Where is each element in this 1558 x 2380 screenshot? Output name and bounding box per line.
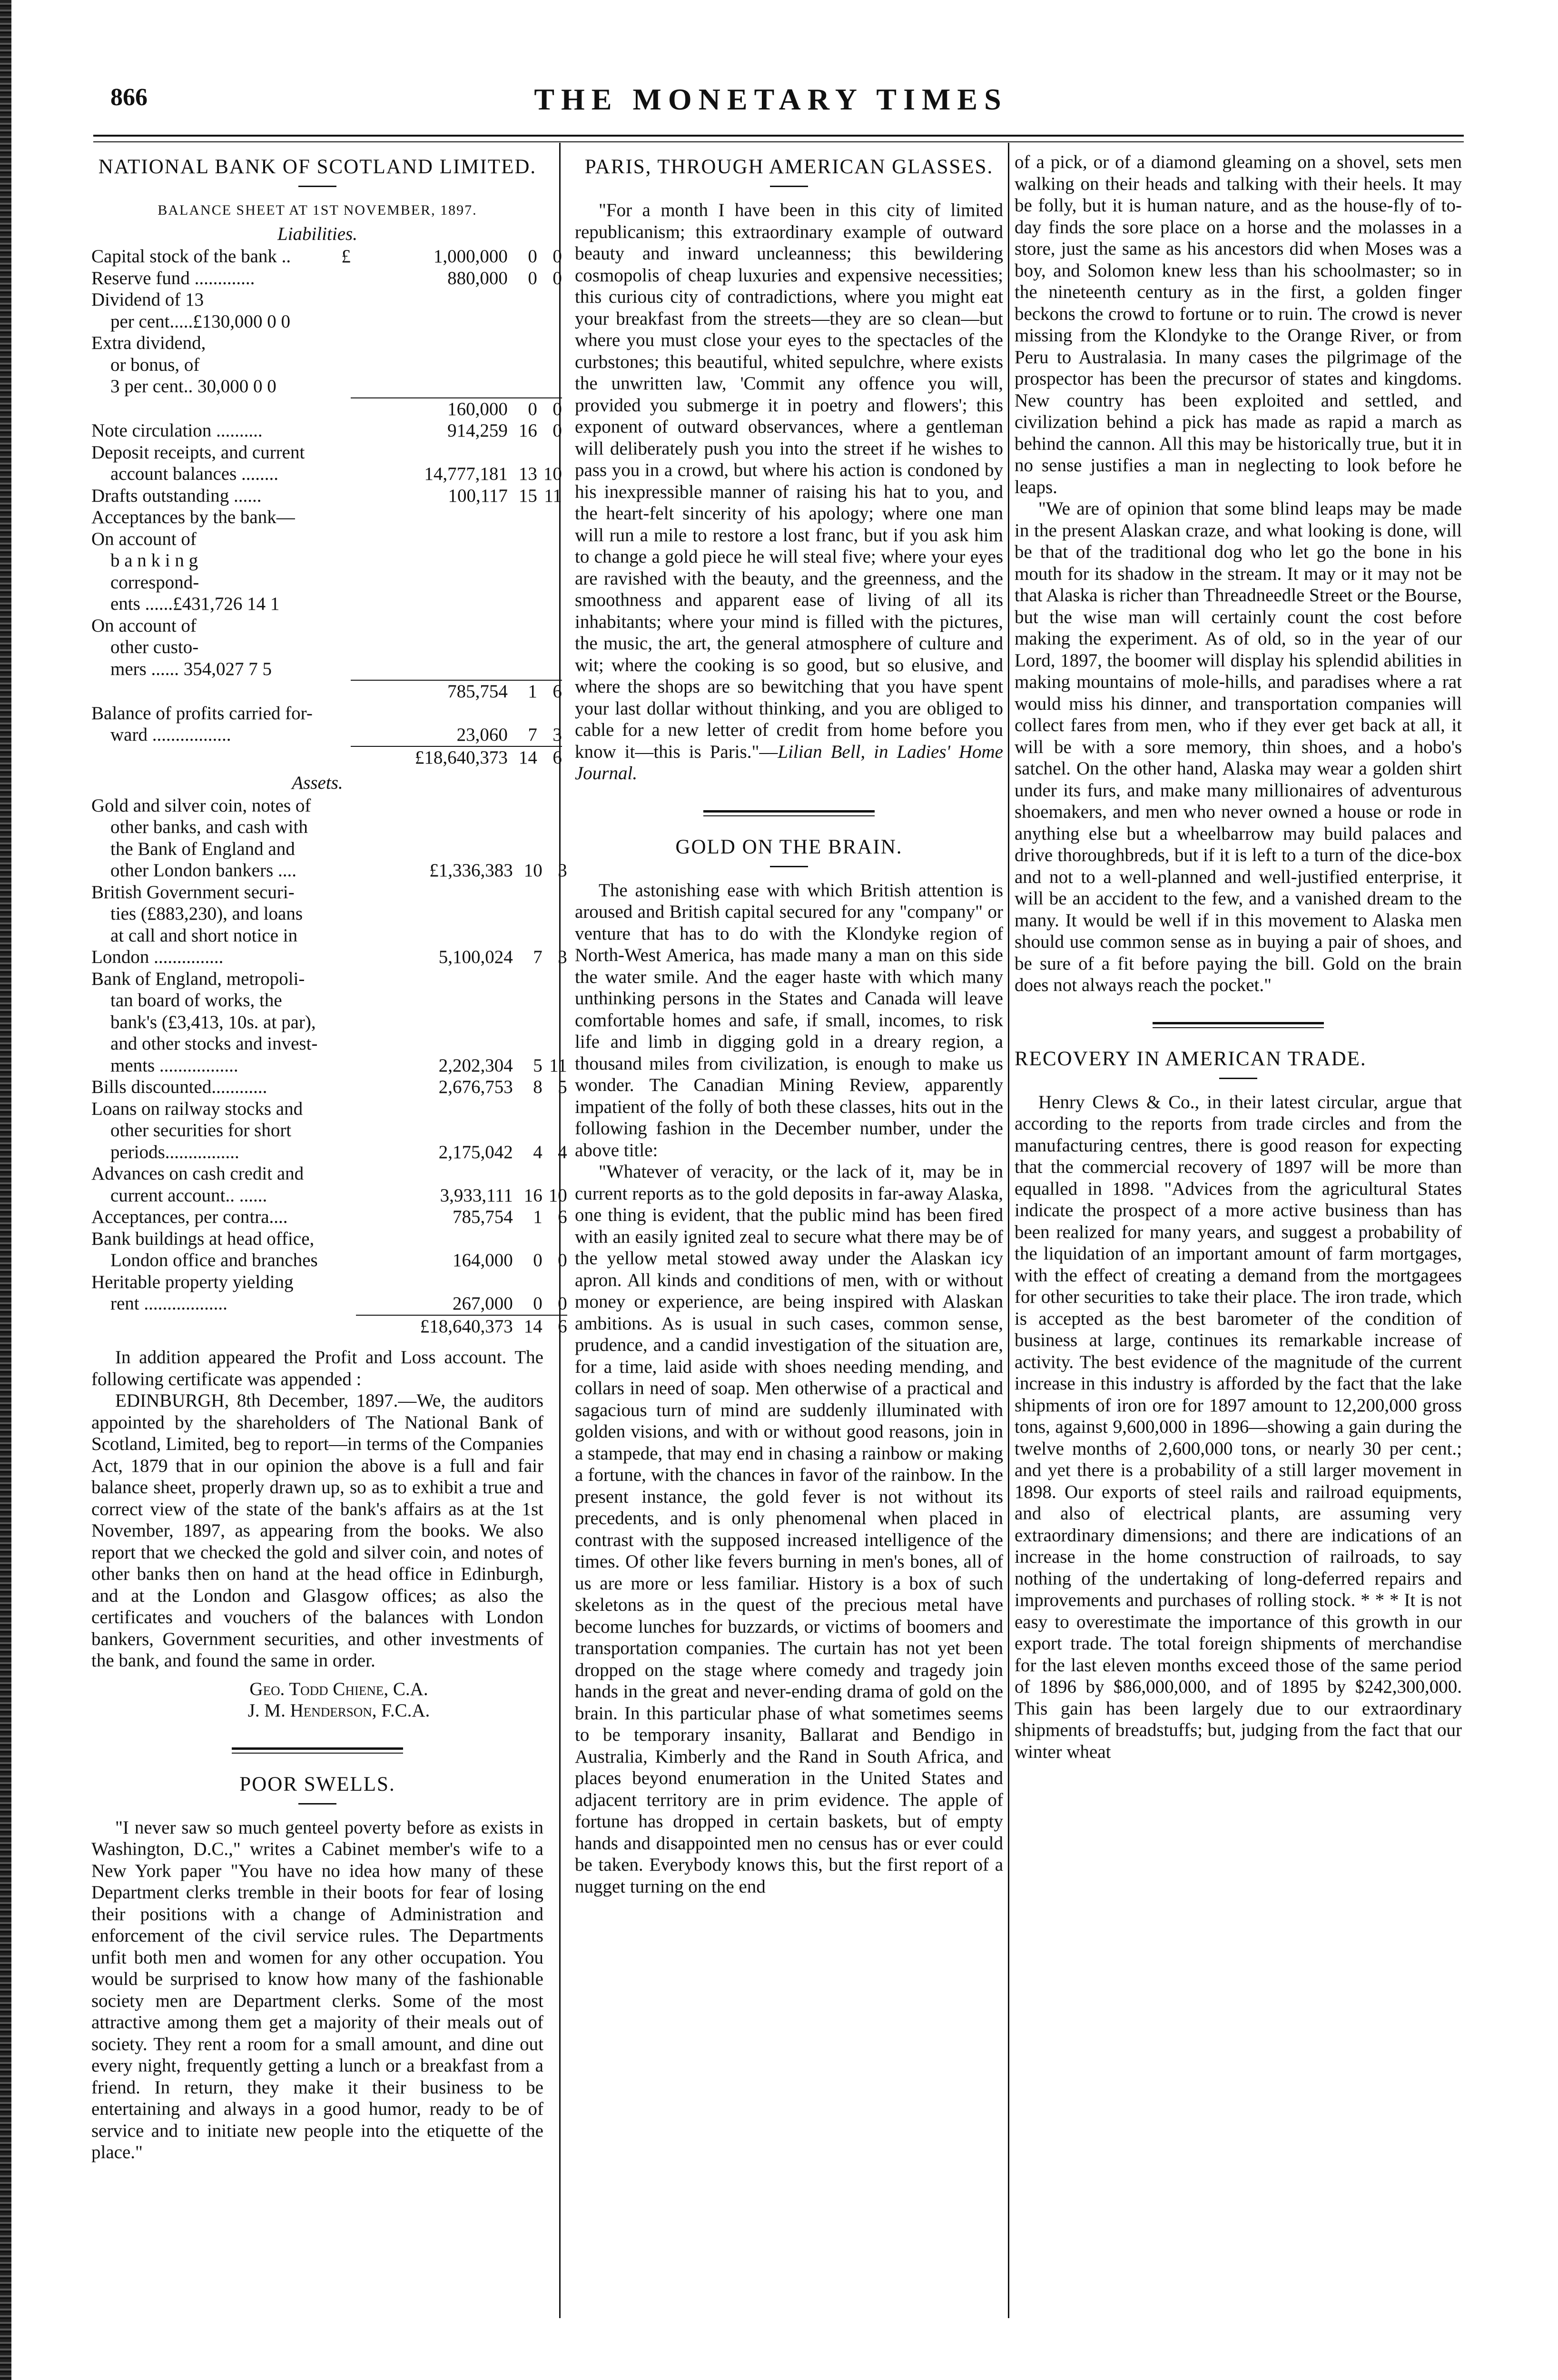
ledger-amount (351, 354, 508, 376)
ledger-label: Acceptances, per contra.... (91, 1207, 288, 1227)
ledger-label (91, 746, 313, 769)
paris-credit: Lilian Bell, in Ladies' Home Journal. (575, 741, 1003, 783)
signature-2: J. M. Henderson, F.C.A. (247, 1700, 430, 1721)
ledger-shillings (508, 289, 537, 311)
ledger-label: Bills discounted............ (91, 1077, 267, 1097)
ledger-shillings (508, 354, 537, 376)
ledger-currency (313, 397, 351, 420)
ledger-amount (356, 882, 513, 903)
ledger-amount (351, 332, 508, 354)
ledger-label: On account of (91, 615, 197, 636)
short-rule (1219, 1078, 1257, 1079)
ledger-shillings: 15 (518, 485, 537, 506)
ledger-shillings: 1 (533, 1207, 542, 1227)
ledger-pence: 3 (558, 860, 567, 881)
ledger-label: the Bank of England and (110, 838, 295, 859)
ledger-label: Bank of England, metropoli- (91, 968, 305, 989)
ledger-currency (318, 860, 356, 882)
ledger-pence (542, 1120, 567, 1141)
ledger-label: On account of (91, 528, 197, 549)
ledger-currency (313, 332, 351, 354)
ledger-shillings: 8 (533, 1077, 542, 1097)
ledger-label: Capital stock of the bank .. (91, 246, 291, 267)
ledger-shillings: 0 (528, 246, 537, 267)
ledger-pence (542, 1228, 567, 1250)
ledger-shillings (508, 550, 537, 572)
ledger-shillings (513, 838, 542, 860)
ledger-amount (351, 376, 508, 397)
poor-swells-text: "I never saw so much genteel poverty before as exists in Washington, D.C.," writes a Cabinet member's wife to a New York paper "You have no idea how many of these Department clerks tremble in their boots for fear of losing their positions with a change of Administration and enforcement of the civil service rules. The Departments unfit both men and women for any other occupation. You would be surprised to know how many of the fashionable society men are Department clerks. Some of the most attractive among them get a majority of their meals out of society. They rent a room for a small amount, and dine out every night, frequently getting a lunch or a breakfast from a friend. In return, they make it their business to be entertaining and always in a good humor, ready to be of service and to initiate new people into the etiquette of the place." (91, 1817, 543, 2162)
ledger-label: British Government securi- (91, 882, 295, 902)
section-separator (1153, 1022, 1324, 1028)
ledger-currency (313, 703, 351, 724)
ledger-pence (542, 925, 567, 947)
ledger-label: other securities for short (110, 1120, 292, 1140)
ledger-shillings (513, 903, 542, 925)
ledger-pence: 0 (552, 268, 562, 288)
ledger-pence: 4 (558, 1141, 567, 1162)
ledger-amount (351, 311, 508, 333)
column-3 (1015, 151, 1462, 2317)
ledger-shillings: 13 (518, 464, 537, 484)
ledger-label: London ............... (91, 947, 224, 967)
ledger-currency (318, 1033, 356, 1055)
ledger-amount: 267,000 (452, 1293, 513, 1314)
recovery-heading: RECOVERY IN AMERICAN TRADE. (1015, 1047, 1367, 1070)
balance-sheet-subheading: BALANCE SHEET AT 1ST NOVEMBER, 1897. (158, 202, 477, 218)
ledger-amount (356, 968, 513, 990)
ledger-amount (356, 1120, 513, 1141)
ledger-shillings: 14 (508, 746, 537, 769)
ledger-currency (318, 1228, 356, 1250)
ledger-label: Deposit receipts, and current (91, 442, 305, 463)
ledger-label: Heritable property yielding (91, 1271, 294, 1292)
ledger-currency (318, 1206, 356, 1228)
ledger-currency (313, 572, 351, 594)
ledger-currency (318, 1141, 356, 1163)
ledger-label: other London bankers .... (110, 860, 296, 881)
ledger-amount: 5,100,024 (438, 947, 513, 967)
header-rule (93, 135, 1464, 142)
ledger-label: London office and branches (110, 1250, 318, 1270)
paris-text (575, 199, 1003, 784)
ledger-label: at call and short notice in (110, 925, 298, 946)
ledger-shillings: 16 (523, 1185, 542, 1206)
ledger-shillings (513, 882, 542, 903)
ledger-currency (318, 1163, 356, 1185)
ledger-shillings: 4 (533, 1141, 542, 1162)
ledger-pence (542, 882, 567, 903)
ledger-shillings (508, 572, 537, 594)
ledger-pence (542, 1098, 567, 1120)
ledger-shillings (508, 615, 537, 637)
ledger-pence (537, 376, 562, 397)
ledger-pence (537, 289, 562, 311)
ledger-amount (356, 1163, 513, 1185)
ledger-pence (542, 838, 567, 860)
ledger-amount: 164,000 (452, 1250, 513, 1270)
ledger-amount: 14,777,181 (424, 464, 508, 484)
ledger-amount: 100,117 (448, 485, 508, 506)
ledger-pence: 0 (537, 397, 562, 420)
ledger-amount (351, 528, 508, 550)
ledger-label: account balances ........ (110, 464, 279, 484)
paris-heading: PARIS, THROUGH AMERICAN GLASSES. (584, 156, 994, 178)
ledger-shillings (513, 925, 542, 947)
ledger-pence: 0 (552, 246, 562, 267)
ledger-pence: 6 (542, 1315, 567, 1338)
ledger-pence (537, 572, 562, 594)
ledger-amount: £18,640,373 (351, 746, 508, 769)
ledger-pence: 10 (543, 464, 562, 484)
ledger-shillings (508, 593, 537, 615)
ledger-shillings (513, 1163, 542, 1185)
ledger-label: 3 per cent.. 30,000 0 0 (110, 376, 276, 397)
ledger-amount: £1,336,383 (429, 860, 513, 881)
ledger-pence (537, 593, 562, 615)
ledger-shillings (513, 1271, 542, 1293)
ledger-currency (313, 636, 351, 658)
ledger-currency (313, 420, 351, 442)
ledger-amount: 880,000 (447, 268, 508, 288)
ledger-currency (318, 1250, 356, 1271)
ledger-pence (542, 816, 567, 838)
ledger-shillings (513, 1012, 542, 1033)
ledger-shillings (508, 442, 537, 464)
ledger-currency (313, 658, 351, 680)
ledger-currency (318, 925, 356, 947)
ledger-label: Acceptances by the bank— (91, 507, 295, 527)
ledger-amount: £18,640,373 (356, 1315, 513, 1338)
ledger-label: Reserve fund ............. (91, 268, 255, 288)
ledger-pence: 3 (558, 947, 567, 967)
ledger-amount: 23,060 (456, 724, 508, 745)
ledger-currency (318, 1076, 356, 1098)
gold-paragraph-1: The astonishing ease with which British attention is aroused and British capital secured for any "company" or venture that has to do with the Klondyke region of North-West America, has made many a man on this side the water smile. And the eager haste with which many unthinking persons in the States and Canada will leave comfortable homes and safe, if small, incomes, to risk life and limb in digging gold in a dreary region, a thousand miles from civilization, is enough to make us wonder. The Canadian Mining Review, apparently impatient of the folly of both these classes, hits out in the following fashion in the December number, under the above title: (575, 880, 1003, 1160)
ledger-pence: 0 (558, 1293, 567, 1314)
ledger-amount (356, 1271, 513, 1293)
ledger-shillings (513, 816, 542, 838)
ledger-amount: 160,000 (351, 397, 508, 420)
ledger-amount (351, 615, 508, 637)
ledger-label: Balance of profits carried for- (91, 703, 313, 724)
masthead: THE MONETARY TIMES (534, 82, 1008, 116)
ledger-label: b a n k i n g (110, 550, 198, 571)
ledger-shillings (508, 332, 537, 354)
ledger-amount (351, 703, 508, 724)
ledger-amount (351, 289, 508, 311)
section-separator (703, 810, 875, 816)
signature-1: Geo. Todd Chiene, C.A. (249, 1678, 428, 1699)
ledger-currency (318, 903, 356, 925)
ledger-label: Gold and silver coin, notes of (91, 795, 311, 816)
ledger-currency (318, 968, 356, 990)
ledger-amount (356, 795, 513, 817)
ledger-amount (356, 1033, 513, 1055)
ledger-label: mers ...... 354,027 7 5 (110, 658, 272, 679)
ledger-pence: 11 (549, 1055, 567, 1076)
ledger-shillings (513, 1098, 542, 1120)
ledger-currency (313, 593, 351, 615)
ledger-pence (537, 550, 562, 572)
ledger-label: Dividend of 13 (91, 289, 204, 310)
page-number: 866 (110, 84, 148, 111)
ledger-currency (313, 615, 351, 637)
ledger-amount (351, 636, 508, 658)
ledger-currency (313, 680, 351, 703)
ledger-label: current account.. ...... (110, 1185, 267, 1206)
short-rule (298, 1803, 336, 1805)
ledger-currency (313, 354, 351, 376)
ledger-currency (313, 463, 351, 485)
ledger-pence (537, 442, 562, 464)
ledger-pence (542, 903, 567, 925)
ledger-amount: 2,175,042 (438, 1141, 513, 1162)
ledger-amount: 2,676,753 (438, 1077, 513, 1097)
ledger-pence (537, 658, 562, 680)
ledger-label (91, 680, 313, 703)
ledger-pence: 5 (558, 1077, 567, 1097)
ledger-label: Drafts outstanding ...... (91, 485, 262, 506)
ledger-pence: 6 (537, 680, 562, 703)
ledger-shillings: 1 (508, 680, 537, 703)
ledger-label: or bonus, of (110, 354, 200, 375)
ledger-currency (318, 1120, 356, 1141)
recovery-text: Henry Clews & Co., in their latest circular, argue that according to the reports from trade circles and from the manufacturing centres, there is good reason for expecting that the commercial recovery of 1897 will be more than equalled in 1898. "Advices from the agricultural States indicate the prospect of a more active business than has been realized for many years, and suggest a probability of the liquidation of an important amount of farm mortgages, with the effect of creating a demand from the mortgagees for other securities to take their place. The iron trade, which is accepted as the best barometer of the condition of business at large, continues its remarkable increase of activity. The best evidence of the magnitude of the current increase in this industry is afforded by the fact that the lake shipments of iron ore for 1897 amount to 12,200,000 gross tons, against 9,600,000 in 1896—showing a gain during the twelve months of 2,600,000 tons, or nearly 30 per cent.; and yet there is a probability of a still larger movement in 1898. Our exports of steel rails and railroad equipments, and also of electrical plants, are assuming very extraordinary dimensions; and there are indications of an increase in the home construction of railroads, to say nothing of the undertaking of long-deferred repairs and improvements and purchases of rolling stock. * * * It is not easy to overestimate the importance of this growth in our export trade. The total foreign shipments of merchandise for the last eleven months exceed those of the same period of 1896 by $86,000,000, and of 1895 by $242,300,000. This gain has been largely due to our extraordinary shipments of breadstuffs; but, judging from the fact that our winter wheat (1015, 1091, 1462, 1762)
ledger-pence (542, 1163, 567, 1185)
ledger-amount: 914,259 (447, 420, 508, 441)
ledger-currency (313, 289, 351, 311)
ledger-currency (313, 485, 351, 507)
ledger-pence (537, 528, 562, 550)
ledger-currency (318, 1012, 356, 1033)
liabilities-heading: Liabilities. (277, 223, 357, 244)
paris-quote: "For a month I have been in this city of limited republicanism; this extraordinary example of outward beauty and inward uncleanness; this bewildering cosmopolis of cheap luxuries and expensive necessities; this curious city of contradictions, where you might eat your breakfast from the streets—they are so clean—but where you must close your eyes to the spectacles of the curbstones; this beautiful, whited sepulchre, where exists the unwritten law, 'Commit any offence you will, provided you submerge it in poetry and flowers'; this exponent of outward observances, where a gentleman will deliberately push you into the street if he wishes to pass you in a crowd, but where his action is condoned by his inexpressible manner of raising his hat to you, and the heart-felt sincerity of his apology; where one man will run a mile to restore a lost franc, but if you ask him to change a gold piece he will steal five; where your eyes are ravished with the beauty, and the greenness, and the smoothness and apparent ease of living of all its inhabitants; where your mind is filled with the pictures, the music, the art, the general atmosphere of culture and wit; where the cooking is so good, but so elusive, and where the shops are so bewitching that you have spent your last dollar without thinking, and you are obliged to cable for a new letter of credit from home before you know it—this is Paris."— (575, 200, 1003, 762)
ledger-pence (542, 990, 567, 1012)
ledger-label: ward ................. (110, 724, 231, 745)
ledger-pence (542, 795, 567, 817)
ledger-amount (356, 990, 513, 1012)
ledger-label: Advances on cash credit and (91, 1163, 304, 1184)
ledger-pence: 10 (548, 1185, 567, 1206)
ledger-pence: 11 (544, 485, 562, 506)
gold-paragraph-4: "We are of opinion that some blind leaps may be made in the present Alaskan craze, and what looking is done, will be that of the traditional dog who let go the bone in his mouth for its shadow in the stream. It may or it may not be that Alaska is richer than Threadneedle Street or the Bourse, but the wise man will certainly count the cost before making the experiment. As of old, so in the year of our Lord, 1897, the boomer will display his splendid abilities in making mountains of mole-hills, and paradises where a rat would miss his dinner, and transportation companies will collect fares from men, who if they ever get back at all, it will be with a sore memory, thin shoes, and a hobo's satchel. On the other hand, Alaska may wear a golden shirt under its furs, and make many millionaires of adventurous shoemakers, and men who never owned a house or rode in anything else but a wheelbarrow may build palaces and drive thoroughbreds, but if it is left to a turn of the dice-box and not to a well-planned and well-justified enterprise, it will be an accident to the few, and a vanished dream to the many. It would be well if in this movement to Alaska men should use common sense as in buying a pair of shoes, and be sure of a fit before paying the bill. Gold on the brain does not always reach the pocket." (1015, 498, 1462, 995)
gold-paragraph-3: of a pick, or of a diamond gleaming on a shovel, sets men walking on their heads and talking with their heels. It may be folly, but it is human nature, and as the house-fly of to-day finds the sore place on a horse and the molasses in a store, just the same as his ancestors did when Moses was a boy, and Solomon knew less than his schoolmaster; so in the nineteenth century as in the first, a golden finger beckons the crowd to fortune or to ruin. The crowd is never missing from the Klondyke to the Orange River, or from Peru to Australasia. In many cases the pilgrimage of the prospector has been the precursor of states and kingdoms. New country has been exploited and settled, and civilization behind a pick has made as rapid a march as behind the cannon. All this may be historically true, but it in no sense justifies a man in neglecting to look before he leaps. (1015, 152, 1462, 497)
short-rule (770, 866, 808, 867)
ledger-currency (318, 1293, 356, 1315)
ledger-currency (318, 990, 356, 1012)
ledger-currency (313, 528, 351, 550)
ledger-label: other custo- (110, 637, 199, 657)
ledger-shillings (513, 795, 542, 817)
assets-heading: Assets. (292, 773, 343, 793)
ledger-shillings: 0 (533, 1293, 542, 1314)
ledger-amount: 785,754 (452, 1207, 513, 1227)
ledger-shillings: 5 (533, 1055, 542, 1076)
bank-heading: NATIONAL BANK OF SCOTLAND LIMITED. (98, 156, 537, 178)
ledger-pence (542, 968, 567, 990)
ledger-pence (537, 506, 562, 528)
ledger-currency (313, 442, 351, 464)
ledger-currency (318, 838, 356, 860)
ledger-label: other banks, and cash with (110, 817, 308, 837)
ledger-label: periods................ (110, 1141, 239, 1162)
ledger-label: Note circulation .......... (91, 420, 263, 441)
binding-edge (0, 0, 11, 2380)
ledger-currency: £ (341, 246, 351, 267)
ledger-amount: 1,000,000 (433, 246, 508, 267)
ledger-pence (537, 703, 562, 724)
ledger-currency (313, 311, 351, 333)
ledger-amount (351, 506, 508, 528)
ledger-pence (537, 332, 562, 354)
ledger-shillings (513, 1033, 542, 1055)
ledger-shillings (513, 968, 542, 990)
ledger-currency (318, 1055, 356, 1077)
ledger-shillings: 0 (528, 268, 537, 288)
ledger-currency (318, 1098, 356, 1120)
ledger-currency (318, 946, 356, 968)
ledger-label: rent .................. (110, 1293, 227, 1314)
ledger-amount (356, 903, 513, 925)
ledger-label (91, 1315, 318, 1338)
gold-heading: GOLD ON THE BRAIN. (675, 835, 903, 858)
ledger-currency (313, 746, 351, 769)
ledger-currency (313, 268, 351, 289)
ledger-shillings (508, 703, 537, 724)
short-rule (770, 186, 808, 187)
ledger-amount (356, 1098, 513, 1120)
ledger-pence (537, 311, 562, 333)
ledger-pence: 3 (552, 724, 562, 745)
ledger-label: per cent.....£130,000 0 0 (110, 311, 291, 332)
ledger-currency (313, 724, 351, 746)
ledger-amount (351, 550, 508, 572)
ledger-shillings: 16 (518, 420, 537, 441)
ledger-pence (542, 1271, 567, 1293)
ledger-label: correspond- (110, 572, 199, 593)
ledger-pence: 0 (552, 420, 562, 441)
ledger-label: Extra dividend, (91, 333, 206, 353)
ledger-shillings (508, 528, 537, 550)
ledger-shillings (508, 376, 537, 397)
ledger-currency (318, 1315, 356, 1338)
ledger-currency (318, 1271, 356, 1293)
column-2 (575, 151, 1003, 2317)
ledger-pence: 0 (558, 1250, 567, 1270)
ledger-amount (351, 442, 508, 464)
column-1 (91, 151, 567, 2317)
ledger-amount (356, 816, 513, 838)
ledger-shillings: 0 (533, 1250, 542, 1270)
ledger-pence (537, 615, 562, 637)
ledger-amount (356, 1228, 513, 1250)
ledger-pence (537, 636, 562, 658)
ledger-label: tan board of works, the (110, 990, 282, 1011)
ledger-shillings (513, 990, 542, 1012)
column-rule-2 (1008, 143, 1009, 2318)
short-rule (298, 186, 336, 187)
ledger-pence (537, 354, 562, 376)
ledger-label: ties (£883,230), and loans (110, 903, 303, 924)
assets-table (91, 795, 567, 1338)
ledger-amount (351, 593, 508, 615)
ledger-currency (313, 550, 351, 572)
ledger-shillings (508, 506, 537, 528)
ledger-shillings: 14 (513, 1315, 542, 1338)
auditor-certificate: EDINBURGH, 8th December, 1897.—We, the auditors appointed by the shareholders of The National Bank of Scotland, Limited, beg to report—in terms of the Companies Act, 1879 that in our opinion the above is a full and fair balance sheet, properly drawn up, so as to exhibit a true and correct view of the state of the bank's affairs as at the 1st November, 1897, as appearing from the books. We also report that we checked the gold and silver coin, and notes of other banks then on hand at the head office in Edinburgh, and at the London and Glasgow offices; as also the certificates and vouchers of the balances with London bankers, Government securities, and other investments of the bank, and found the same in order. (91, 1390, 543, 1671)
ledger-amount: 785,754 (351, 680, 508, 703)
section-separator (232, 1747, 403, 1754)
ledger-label: bank's (£3,413, 10s. at par), (110, 1012, 316, 1032)
ledger-shillings (508, 311, 537, 333)
ledger-label: ments ................. (110, 1055, 238, 1076)
liabilities-table (91, 246, 562, 768)
ledger-shillings: 0 (508, 397, 537, 420)
ledger-shillings: 7 (528, 724, 537, 745)
ledger-shillings (508, 636, 537, 658)
ledger-label: and other stocks and invest- (110, 1033, 318, 1054)
ledger-amount (356, 925, 513, 947)
ledger-amount (356, 1012, 513, 1033)
ledger-shillings: 10 (523, 860, 542, 881)
gold-paragraph-2: "Whatever of veracity, or the lack of it, may be in current reports as to the gold deposits in far-away Alaska, one thing is evident, that the public mind has been fired with an easily ignited zeal to secure what there may be of the yellow metal stowed away under the Alaskan icy apron. All kinds and conditions of men, with or without money or experience, are being inspired with Alaskan ambitions. As is usual in such cases, common sense, prudence, and a candid investigation of the situation are, for a time, laid aside with shoes needing mending, and collars in need of soap. Men otherwise of a practical and sagacious turn of mind are suddenly illuminated with golden visions, and with or without good reasons, join in a stampede, that may end in chasing a rainbow or making a fortune, with the chances in favor of the rainbow. In the present instance, the gold fever is not without its precedents, and is only phenomenal when placed in contrast with the supposed increased intelligence of the times. Of other like fevers burning in men's bones, all of us are more or less familiar. History is a box of such skeletons as in the quest of the precious metal have become lunches for buzzards, or victims of boomers and transportation companies. The curtain has not yet been dropped on the stage where comedy and tragedy join hands in the great and never-ending drama of gold on the brain. In this particular phase of what sometimes seems to be temporary insanity, Ballarat and Bendigo in Australia, Kimberly and the Rand in South Africa, and places beyond enumeration in the United States and adjacent territory are in prim evidence. The apple of fortune has dropped in certain baskets, but of empty hands and disappointed men no census has or ever could be taken. Everybody knows this, but the first report of a nugget turning on the end (575, 1161, 1003, 1897)
ledger-shillings (513, 1228, 542, 1250)
ledger-currency (318, 795, 356, 817)
ledger-currency (318, 1185, 356, 1207)
ledger-amount (351, 572, 508, 594)
ledger-shillings: 7 (533, 947, 542, 967)
ledger-currency (318, 882, 356, 903)
ledger-label (91, 397, 313, 420)
ledger-amount (351, 658, 508, 680)
ledger-pence (542, 1012, 567, 1033)
ledger-shillings (508, 658, 537, 680)
ledger-amount: 3,933,111 (440, 1185, 513, 1206)
bank-paragraph-1: In addition appeared the Profit and Loss account. The following certificate was appended : (91, 1347, 543, 1389)
ledger-label: Loans on railway stocks and (91, 1098, 303, 1119)
ledger-currency (313, 506, 351, 528)
ledger-amount (356, 838, 513, 860)
poor-swells-heading: POOR SWELLS. (239, 1773, 395, 1795)
ledger-pence (542, 1033, 567, 1055)
ledger-label: ents ......£431,726 14 1 (110, 594, 280, 614)
ledger-amount: 2,202,304 (438, 1055, 513, 1076)
ledger-pence: 6 (537, 746, 562, 769)
ledger-label: Bank buildings at head office, (91, 1228, 315, 1249)
ledger-pence: 6 (558, 1207, 567, 1227)
ledger-currency (313, 376, 351, 397)
ledger-shillings (513, 1120, 542, 1141)
ledger-currency (318, 816, 356, 838)
